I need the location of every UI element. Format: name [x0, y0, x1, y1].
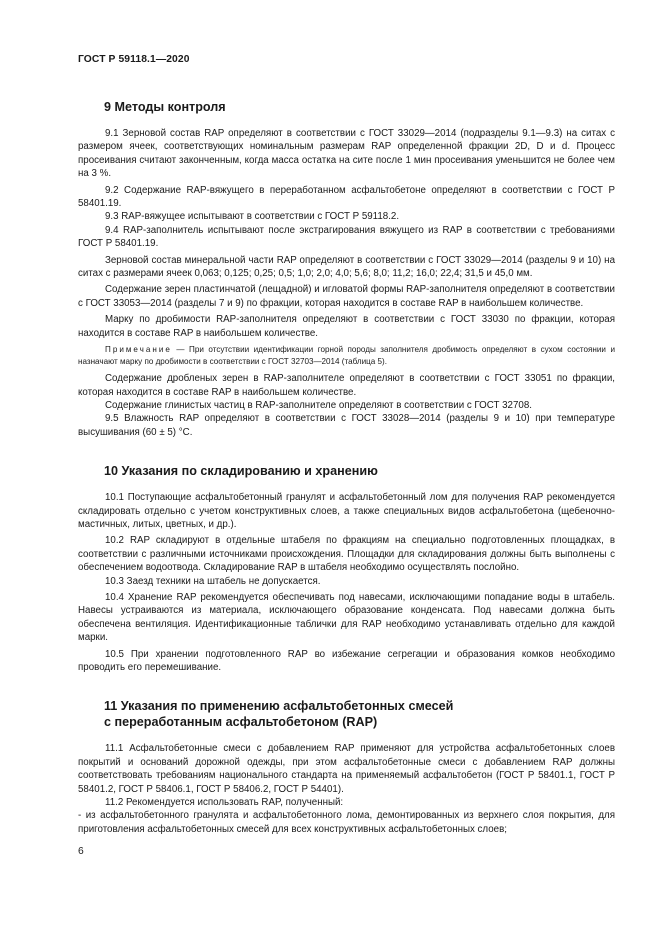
paragraph: Марку по дробимости RAP-заполнителя определяют в соответствии с ГОСТ 33030 по фракции, которая находится в составе RAP в наибольшем количестве.: [78, 314, 615, 339]
paragraph: 10.5 При хранении подготовленного RAP во избежание сегрегации и образования комков необходимо проводить его перемешивание.: [78, 648, 615, 673]
paragraph: Зерновой состав минеральной части RAP определяют в соответствии с ГОСТ 33029—2014 (разделы 9 и 10) на ситах с размерами ячеек 0,063; 0,125; 0,25; 0,5; 1,0; 2,0; 4,0; 5,6; 8,0; 11,2; 16,0; 22,4; 31,5 и 45,0 мм.: [78, 254, 615, 280]
paragraph: 11.2 Рекомендуется использовать RAP, полученный:: [105, 797, 344, 809]
paragraph: 10.2 RAP складируют в отдельные штабеля по фракциям на специально подготовленных площадках, в соответствии с различными источниками происхождения. Площадки для складирования должны быть выполнены с обеспечением водоотвода. Складирование RAP в штабеля необходимо осуществлять послойно.: [78, 535, 615, 574]
section-9: [78, 99, 615, 439]
list-item: - из асфальтобетонного гранулята и асфальтобетонного лома, демонтированных из верхнего слоя покрытия, для приготовления асфальтобетонных смесей для всех конструктивных асфальтобетонных слоев;: [78, 810, 615, 835]
paragraph: 9.5 Влажность RAP определяют в соответствии с ГОСТ 33028—2014 (разделы 9 и 10) при температуре высушивания (60 ± 5) °С.: [78, 413, 615, 438]
section-title-line: 11 Указания по применению асфальтобетонных смесей: [104, 699, 454, 714]
paragraph: 11.1 Асфальтобетонные смеси с добавлением RAP применяют для устройства асфальтобетонных слоев покрытий и оснований дорожной одежды, при этом асфальтобетонные смеси с добавлением RAP должны соответствовать требованиям национального стандарта на применяемый асфальтобетон (ГОСТ Р 58401.1, ГОСТ Р 58401.2, ГОСТ Р 58406.1, ГОСТ Р 58406.2, ГОСТ Р 54401).: [78, 743, 615, 795]
section-title-line: с переработанным асфальтобетоном (RAP): [104, 715, 378, 730]
paragraph: 9.2 Содержание RAP-вяжущего в переработанном асфальтобетоне определяют в соответствии с ГОСТ Р 58401.19.: [78, 184, 615, 210]
note: [78, 344, 615, 367]
note-label: Примечание: [105, 345, 172, 355]
paragraph: Содержание глинистых частиц в RAP-заполнителе определяют в соответствии с ГОСТ 32708.: [105, 399, 532, 411]
document-header: ГОСТ Р 59118.1—2020: [78, 54, 190, 65]
paragraph: 10.3 Заезд техники на штабель не допускается.: [105, 575, 321, 587]
paragraph: 10.4 Хранение RAP рекомендуется обеспечивать под навесами, исключающими попадание воды в штабель. Навесы устраиваются из материала, исключающего образование конденсата. Под навесами должна быть обеспечена вентиляция. Идентификационные таблички для RAP необходимо устанавливать отдельно для каждой марки.: [78, 591, 615, 644]
section-title: 10 Указания по складированию и хранению: [104, 464, 378, 479]
paragraph: 10.1 Поступающие асфальтобетонный гранулят и асфальтобетонный лом для получения RAP рекомендуется складировать отдельно с учетом конструктивных слоев, а также специальных видов асфальтобетона (щебеночно-мастичных, литых, цветных, и др.).: [78, 492, 615, 530]
section-11: [78, 698, 615, 836]
page-number: 6: [78, 846, 84, 857]
paragraph: 9.4 RAP-заполнитель испытывают после экстрагирования вяжущего из RAP в соответствии с требованиями ГОСТ Р 58401.19.: [78, 224, 615, 250]
section-title: 9 Методы контроля: [104, 100, 226, 114]
paragraph: Содержание дробленых зерен в RAP-заполнителе определяют в соответствии с ГОСТ 33051 по фракции, которая находится в составе RAP в наибольшем количестве.: [78, 373, 615, 398]
paragraph: Содержание зерен пластинчатой (лещадной) и игловатой формы RAP-заполнителя определяют в соответствии с ГОСТ 33053—2014 (разделы 7 и 9) по фракции, которая находится в составе RAP в наибольшем количестве.: [78, 284, 615, 309]
paragraph: 9.1 Зерновой состав RAP определяют в соответствии с ГОСТ 33029—2014 (подразделы 9.1—9.3) на ситах с размером ячеек, соответствующих номинальным размерам RAP определенной фракции 2D, D и d. Процесс просеивания считают законченным, когда масса остатка на сите после 1 мин просеивания уменьшится не более чем на 3 %.: [78, 128, 615, 180]
section-10: [78, 463, 615, 674]
paragraph: 9.3 RAP-вяжущее испытывают в соответствии с ГОСТ Р 59118.2.: [105, 211, 400, 223]
note-text: — При отсутствии идентификации горной породы заполнителя дробимость определяют в сухом состоянии и назначают марку по дробимости в соответствии с ГОСТ 32703—2014 (таблица 5).: [78, 345, 615, 366]
document-page: [78, 54, 615, 860]
section-title: [104, 698, 615, 730]
